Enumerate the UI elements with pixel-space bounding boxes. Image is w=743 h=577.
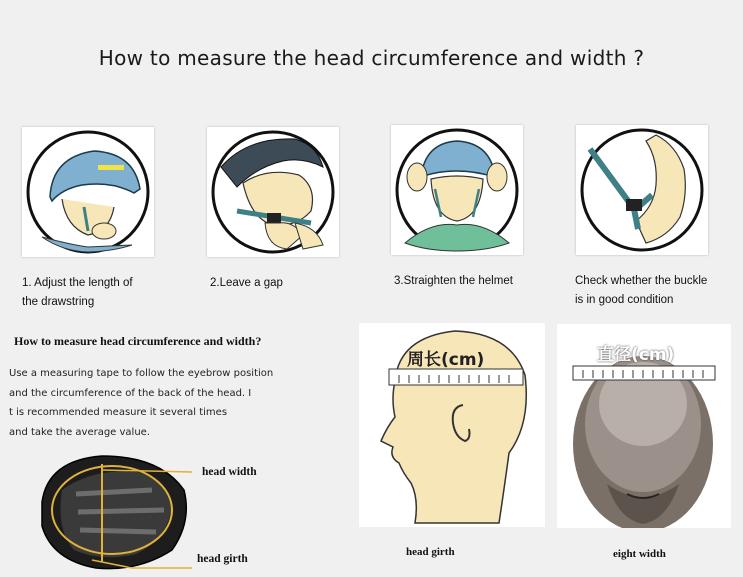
buckle-check-illustration [576, 125, 708, 255]
page-title: How to measure the head circumference and width ? [98, 46, 645, 70]
step-2-image [207, 127, 339, 257]
straighten-helmet-illustration [391, 125, 523, 255]
measure-instructions: Use a measuring tape to follow the eyebrow position and the circumference of the back of the head. I t is recommended measure it several times and take the average value. [9, 368, 274, 438]
head-girth-label: head girth [197, 553, 248, 565]
helmet-illustration [32, 450, 192, 572]
head-girth-diagram [359, 323, 545, 527]
side-diagram-caption: head girth [406, 546, 455, 558]
step-4-label: Check whether the buckle is in good condition [575, 275, 708, 306]
chin-gap-illustration [207, 127, 339, 257]
step-1-label: 1. Adjust the length of the drawstring [22, 277, 133, 308]
step-3-label: 3.Straighten the helmet [394, 275, 513, 287]
head-width-diagram [557, 324, 731, 528]
adjust-strap-illustration [22, 127, 154, 257]
step-4-image [576, 125, 708, 255]
top-diagram-caption: eight width [613, 548, 666, 560]
measure-heading: How to measure head circumference and width? [14, 334, 262, 348]
helmet-top-view [32, 450, 192, 572]
step-1-image [22, 127, 154, 257]
step-2-label: 2.Leave a gap [210, 277, 283, 289]
side-tape-label: 周长(cm) [407, 350, 485, 370]
step-3-image [391, 125, 523, 255]
head-width-label: head width [202, 466, 257, 478]
top-tape-label: 直径(cm) [597, 345, 675, 365]
